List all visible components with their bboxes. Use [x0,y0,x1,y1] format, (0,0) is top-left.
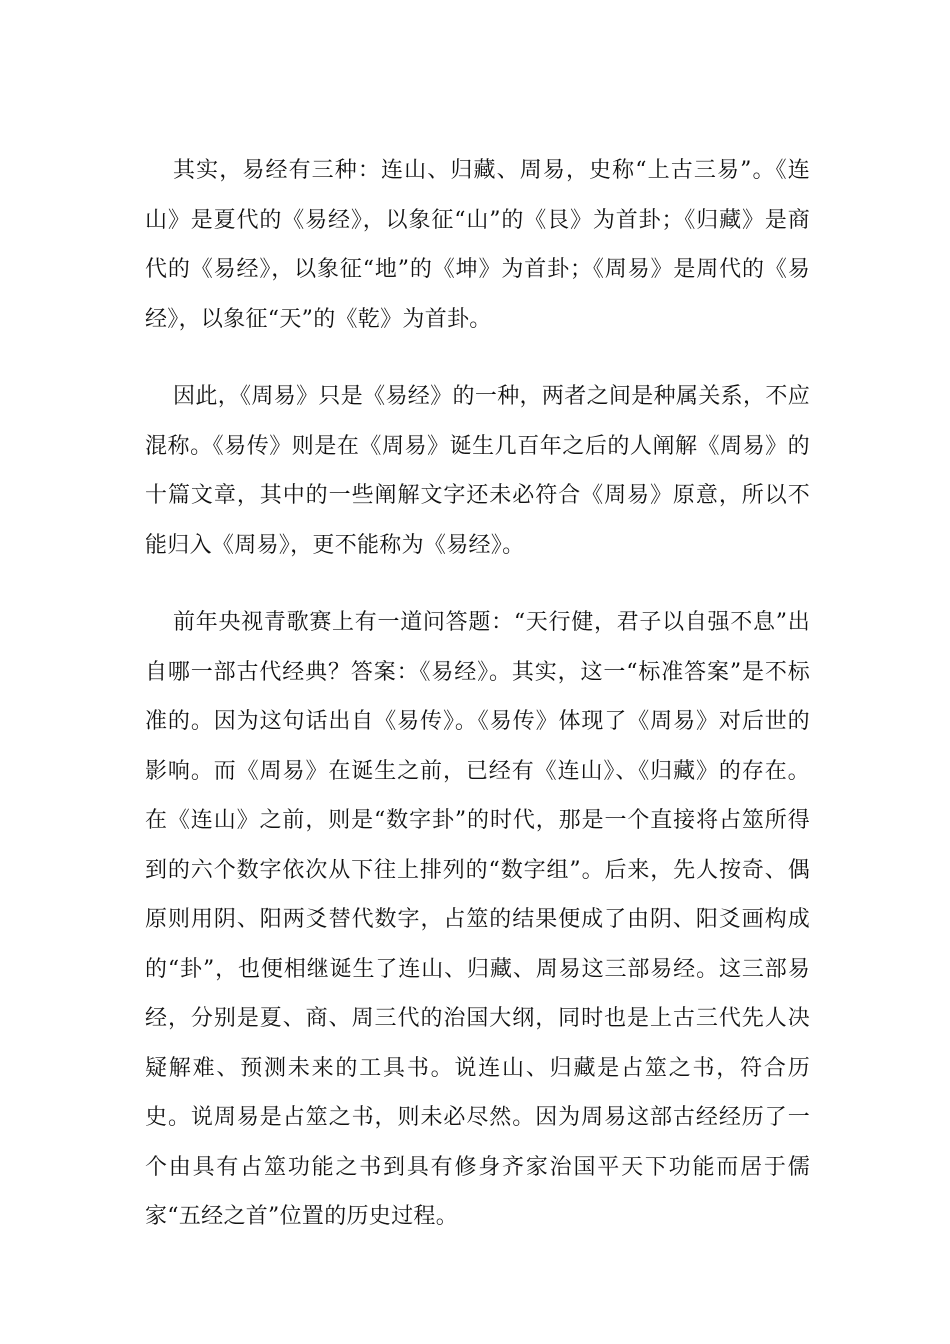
paragraph-1: 其实，易经有三种：连山、归藏、周易，史称“上古三易”。《连山》是夏代的《易经》，以象征“山”的《艮》为首卦；《归藏》是商代的《易经》，以象征“地”的《坤》为首卦；《周易》是周代的《易经》，以象征“天”的《乾》为首卦。 [145,158,810,332]
paragraph-2: 因此，《周易》只是《易经》的一种，两者之间是种属关系，不应混称。《易传》则是在《周易》诞生几百年之后的人阐解《周易》的十篇文章，其中的一些阐解文字还未必符合《周易》原意，所以不能归入《周易》，更不能称为《易经》。 [145,384,810,558]
paragraph-3: 前年央视青歌赛上有一道问答题：“天行健，君子以自强不息”出自哪一部古代经典？答案：《易经》。其实，这一“标准答案”是不标准的。因为这句话出自《易传》。《易传》体现了《周易》对后世的影响。而《周易》在诞生之前，已经有《连山》、《归藏》的存在。在《连山》之前，则是“数字卦”的时代，那是一个直接将占筮所得到的六个数字依次从下往上排列的“数字组”。后来，先人按奇、偶原则用阴、阳两爻替代数字，占筮的结果便成了由阴、阳爻画构成的“卦”，也便相继诞生了连山、归藏、周易这三部易经。这三部易经，分别是夏、商、周三代的治国大纲，同时也是上古三代先人决疑解难、预测未来的工具书。说连山、归藏是占筮之书，符合历史。说周易是占筮之书，则未必尽然。因为周易这部古经经历了一个由具有占筮功能之书到具有修身齐家治国平天下功能而居于儒家“五经之首”位置的历史过程。 [145,610,810,1229]
